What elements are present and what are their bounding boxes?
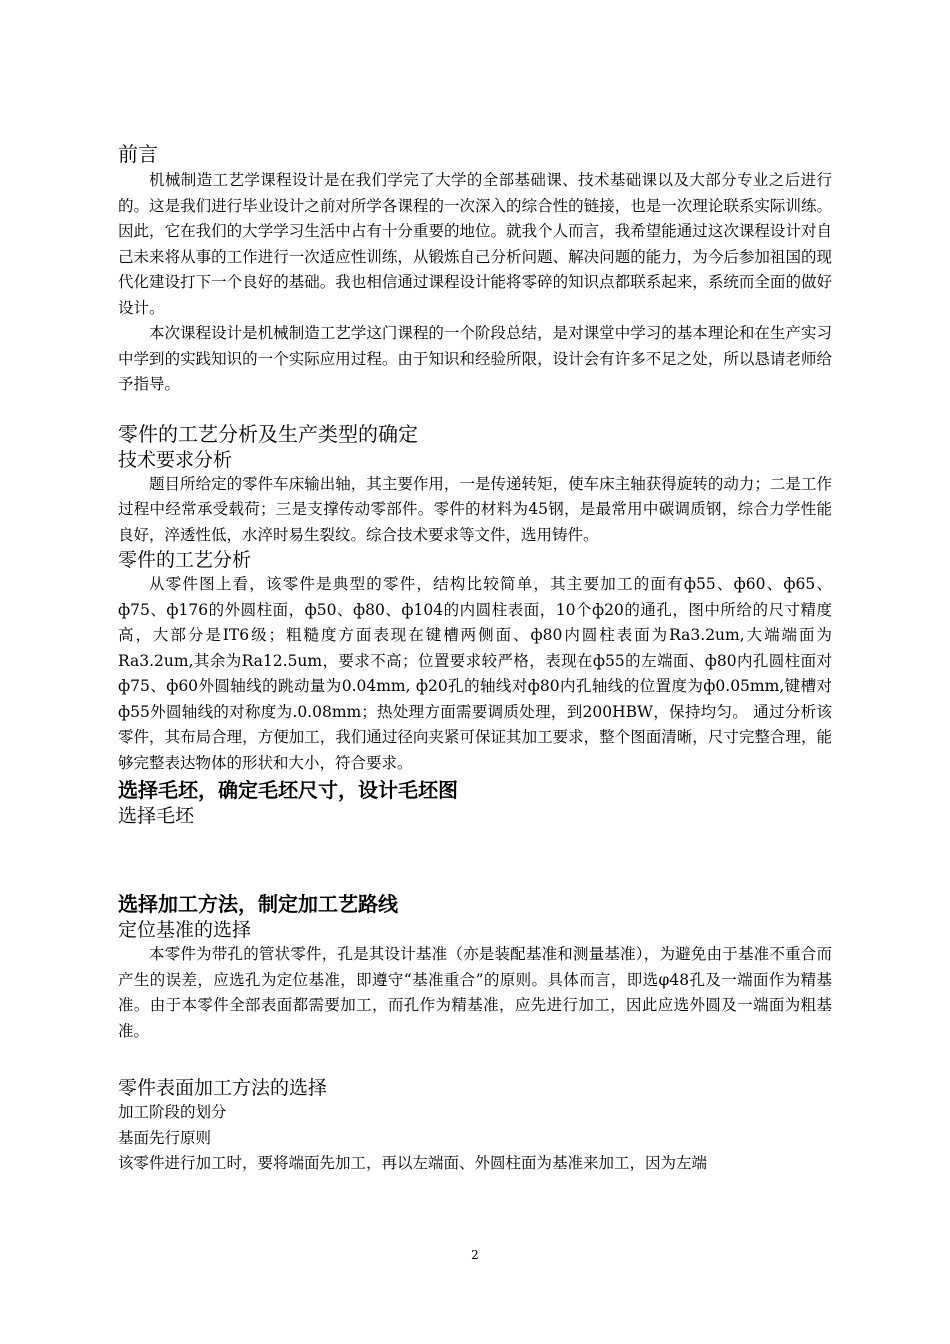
blank-heading: 选择毛坯，确定毛坯尺寸，设计毛坯图 bbox=[118, 778, 458, 802]
machining-order-line: 该零件进行加工时，要将端面先加工，再以左端面、外圆柱面为基准来加工，因为左端 bbox=[118, 1154, 708, 1172]
preface-paragraph-1: 机械制造工艺学课程设计是在我们学完了大学的全部基础课、技术基础课以及大部分专业之后进行的。这是我们进行毕业设计之前对所学各课程的一次深入的综合性的链接，也是一次理论联系实际训练。因此，它在我们的大学学习生活中占有十分重要的地位。就我个人而言，我希望能通过这次课程设计对自己未来将从事的工作进行一次适应性训练，从锻炼自己分析问题、解决问题的能力，为今后参加祖国的现代化建设打下一个良好的基础。我也相信通过课程设计能将零碎的知识点都联系起来，系统而全面的做好设计。 bbox=[118, 171, 832, 317]
page-number: 2 bbox=[471, 1248, 479, 1262]
process-analysis-heading: 零件的工艺分析 bbox=[118, 549, 252, 571]
datum-paragraph: 本零件为带孔的管状零件，孔是其设计基准（亦是装配基准和测量基准），为避免由于基准不重合而产生的误差，应选孔为定位基准，即遵守“基准重合”的原则。具体而言，即选φ48孔及一端面作为精基准。由于本零件全部表面都需要加工，而孔作为精基准，应先进行加工，因此应选外圆及一端面为粗基准。 bbox=[118, 945, 832, 1040]
analysis-heading: 零件的工艺分析及生产类型的确定 bbox=[118, 421, 418, 446]
preface-paragraph-2: 本次课程设计是机械制造工艺学这门课程的一个阶段总结，是对课堂中学习的基本理论和在生产实习中学到的实践知识的一个实际应用过程。由于知识和经验所限，设计会有许多不足之处，所以恳请老师给予指导。 bbox=[118, 324, 832, 393]
tech-requirements-paragraph: 题目所给定的零件车床输出轴，其主要作用，一是传递转矩，使车床主轴获得旋转的动力；二是工作过程中经常承受载荷；三是支撑传动零部件。零件的材料为45钢，是最常用中碳调质钢，综合力学性能良好，淬透性低，水淬时易生裂纹。综合技术要求等文件，选用铸件。 bbox=[118, 474, 832, 544]
stage-division-line: 加工阶段的划分 bbox=[118, 1103, 227, 1121]
blank-subheading: 选择毛坯 bbox=[118, 805, 195, 827]
surface-method-heading: 零件表面加工方法的选择 bbox=[118, 1077, 328, 1099]
document-body bbox=[118, 140, 832, 1177]
method-heading: 选择加工方法，制定加工艺路线 bbox=[118, 892, 398, 916]
preface-heading: 前言 bbox=[118, 142, 158, 166]
datum-first-principle-line: 基面先行原则 bbox=[118, 1128, 212, 1147]
datum-heading: 定位基准的选择 bbox=[118, 919, 252, 941]
process-analysis-paragraph: 从零件图上看，该零件是典型的零件，结构比较简单，其主要加工的面有ф55、ф60、ф65、ф75、ф176的外圆柱面，ф50、ф80、ф104的内圆柱表面，10个ф20的通孔，图中所给的尺寸精度高，大部分是IT6级；粗糙度方面表现在键槽两侧面、ф80内圆柱表面为Ra3.2um,大端端面为Ra3.2um,其余为Ra12.5um，要求不高；位置要求较严格，表现在ф55的左端面、ф80内孔圆柱面对ф75、ф60外圆轴线的跳动量为0.04mm, ф20孔的轴线对ф80内孔轴线的位置度为ф0.05mm,键槽对ф55外圆轴线的对称度为.0.08mm；热处理方面需要调质处理，到200HBW，保持均匀。 通过分析该零件，其布局合理，方便加工，我们通过径向夹紧可保证其加工要求，整个图面清晰，尺寸完整合理，能够完整表达物体的形状和大小，符合要求。 bbox=[118, 575, 832, 772]
tech-requirements-heading: 技术要求分析 bbox=[118, 448, 233, 471]
